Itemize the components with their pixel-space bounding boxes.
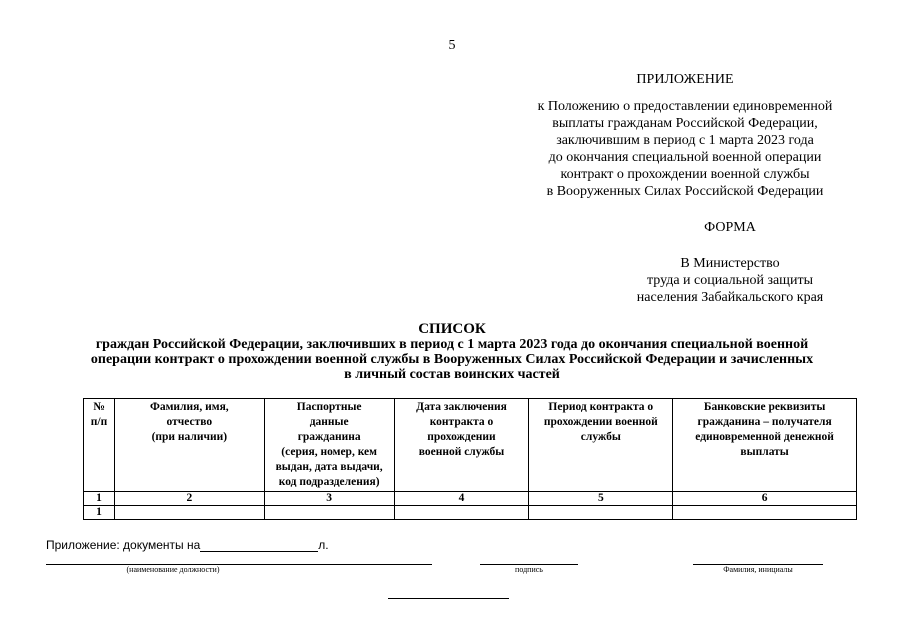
column-number: 1 bbox=[84, 492, 115, 506]
header-cell-contract-period: Период контракта о прохождении военной службы bbox=[529, 399, 673, 492]
appendix-line: в Вооруженных Силах Российской Федерации bbox=[546, 184, 824, 199]
header-cell-bank-details: Банковские реквизиты гражданина – получателя единовременной денежной выплаты bbox=[673, 399, 857, 492]
table-cell bbox=[114, 506, 264, 520]
list-subtitle bbox=[50, 337, 854, 382]
list-subtitle-line: операции контракт о прохождении военной службы в Вооруженных Силах Российской Федерации и зачисленных bbox=[90, 352, 814, 367]
appendix-line: к Положению о предоставлении единовременной bbox=[537, 99, 833, 114]
citizens-table bbox=[83, 398, 857, 520]
table-cell bbox=[394, 506, 529, 520]
header-cell-number: № п/п bbox=[84, 399, 115, 492]
table-cell: 1 bbox=[84, 506, 115, 520]
position-caption: (наименование должности) bbox=[126, 565, 220, 574]
list-subtitle-line: в личный состав воинских частей bbox=[344, 367, 560, 382]
header-cell-passport: Паспортные данные гражданина (серия, номер, кем выдан, дата выдачи, код подразделения) bbox=[264, 399, 394, 492]
attachment-pages-blank bbox=[200, 539, 318, 552]
recipient-line: В Министерство bbox=[680, 256, 780, 271]
column-number-row bbox=[84, 492, 857, 506]
column-number: 5 bbox=[529, 492, 673, 506]
table-cell bbox=[673, 506, 857, 520]
recipient-block bbox=[600, 255, 860, 306]
column-number: 4 bbox=[394, 492, 529, 506]
appendix-line: контракт о прохождении военной службы bbox=[560, 167, 810, 182]
header-cell-name: Фамилия, имя, отчество (при наличии) bbox=[114, 399, 264, 492]
attachment-prefix: Приложение: документы на bbox=[46, 538, 201, 552]
date-line bbox=[388, 598, 509, 599]
appendix-line: до окончания специальной военной операции bbox=[548, 150, 822, 165]
appendix-line: заключившим в период с 1 марта 2023 года bbox=[556, 133, 814, 148]
signature-caption: подпись bbox=[515, 565, 543, 574]
name-caption: Фамилия, инициалы bbox=[723, 565, 793, 574]
list-subtitle-line: граждан Российской Федерации, заключивших в период с 1 марта 2023 года до окончания специальной военной bbox=[95, 337, 809, 352]
form-label: ФОРМА bbox=[704, 220, 756, 235]
page-number: 5 bbox=[448, 38, 456, 53]
list-title: СПИСОК bbox=[418, 321, 486, 337]
appendix-text bbox=[520, 98, 850, 200]
column-number: 2 bbox=[114, 492, 264, 506]
column-number: 6 bbox=[673, 492, 857, 506]
header-cell-contract-date: Дата заключения контракта о прохождении военной службы bbox=[394, 399, 529, 492]
table-row bbox=[84, 506, 857, 520]
table-header-row bbox=[84, 399, 857, 492]
table-cell bbox=[529, 506, 673, 520]
column-number: 3 bbox=[264, 492, 394, 506]
appendix-title: ПРИЛОЖЕНИЕ bbox=[636, 72, 734, 87]
attachment-line bbox=[46, 538, 329, 552]
table-cell bbox=[264, 506, 394, 520]
recipient-line: труда и социальной защиты bbox=[647, 273, 813, 288]
appendix-line: выплаты гражданам Российской Федерации, bbox=[552, 116, 818, 131]
recipient-line: населения Забайкальского края bbox=[636, 290, 824, 305]
attachment-suffix: л. bbox=[318, 538, 329, 552]
